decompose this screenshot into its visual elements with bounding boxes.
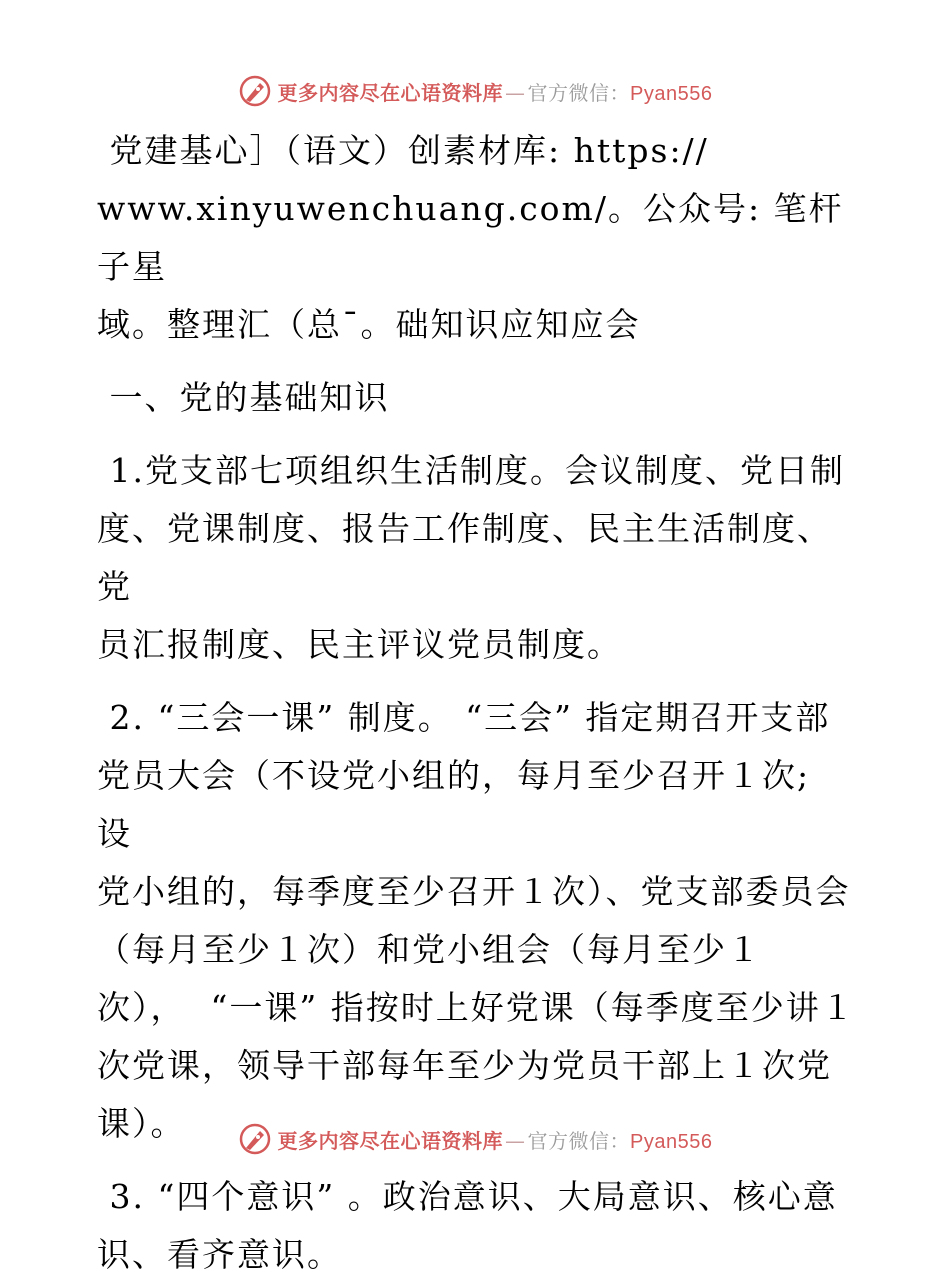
- header-watermark: [0, 71, 950, 111]
- item-paragraph-2: 2. “三会一课” 制度。 “三会” 指定期召开支部 党员大会（不设党小组的，每月至少召开１次; 设 党小组的，每季度至少召开１次）、党支部委员会 （每月至少１次）和党小组会（每月至少１ 次）， “一课” 指按时上好党课（每季度至少讲１ 次党课，领导干部每年至少为党员干部上１次党 课）。: [97, 698, 856, 1143]
- watermark-label: 官方微信：: [527, 1128, 631, 1153]
- watermark-wechat-id: Pyan556: [630, 1130, 713, 1153]
- document-body: [97, 122, 857, 1284]
- footer-watermark: [0, 1119, 950, 1159]
- watermark-text: [278, 77, 713, 106]
- watermark-wechat-id: Pyan556: [630, 82, 713, 105]
- watermark-text: [278, 1125, 713, 1154]
- watermark-dash: —: [505, 1128, 526, 1153]
- pen-nib-logo-icon: [238, 74, 272, 108]
- watermark-dash: —: [505, 80, 526, 105]
- watermark-site-text: 更多内容尽在心语资料库: [277, 80, 504, 105]
- watermark-site-text: 更多内容尽在心语资料库: [277, 1128, 504, 1153]
- section-heading: 一、党的基础知识: [97, 378, 390, 417]
- item-paragraph-3: 3. “四个意识” 。政治意识、大局意识、核心意 识、看齐意识。: [97, 1177, 838, 1274]
- watermark-label: 官方微信：: [527, 80, 631, 105]
- intro-paragraph: 党建基心］（语文）创素材库: https:// www.xinyuwenchuang.com/。公众号: 笔杆子星 域。整理汇（总¯。础知识应知应会: [97, 131, 844, 344]
- item-paragraph-1: 1.党支部七项组织生活制度。会议制度、党日制 度、党课制度、报告工作制度、民主生活制度、党 员汇报制度、民主评议党员制度。: [97, 451, 845, 664]
- pen-nib-logo-icon: [238, 1122, 272, 1156]
